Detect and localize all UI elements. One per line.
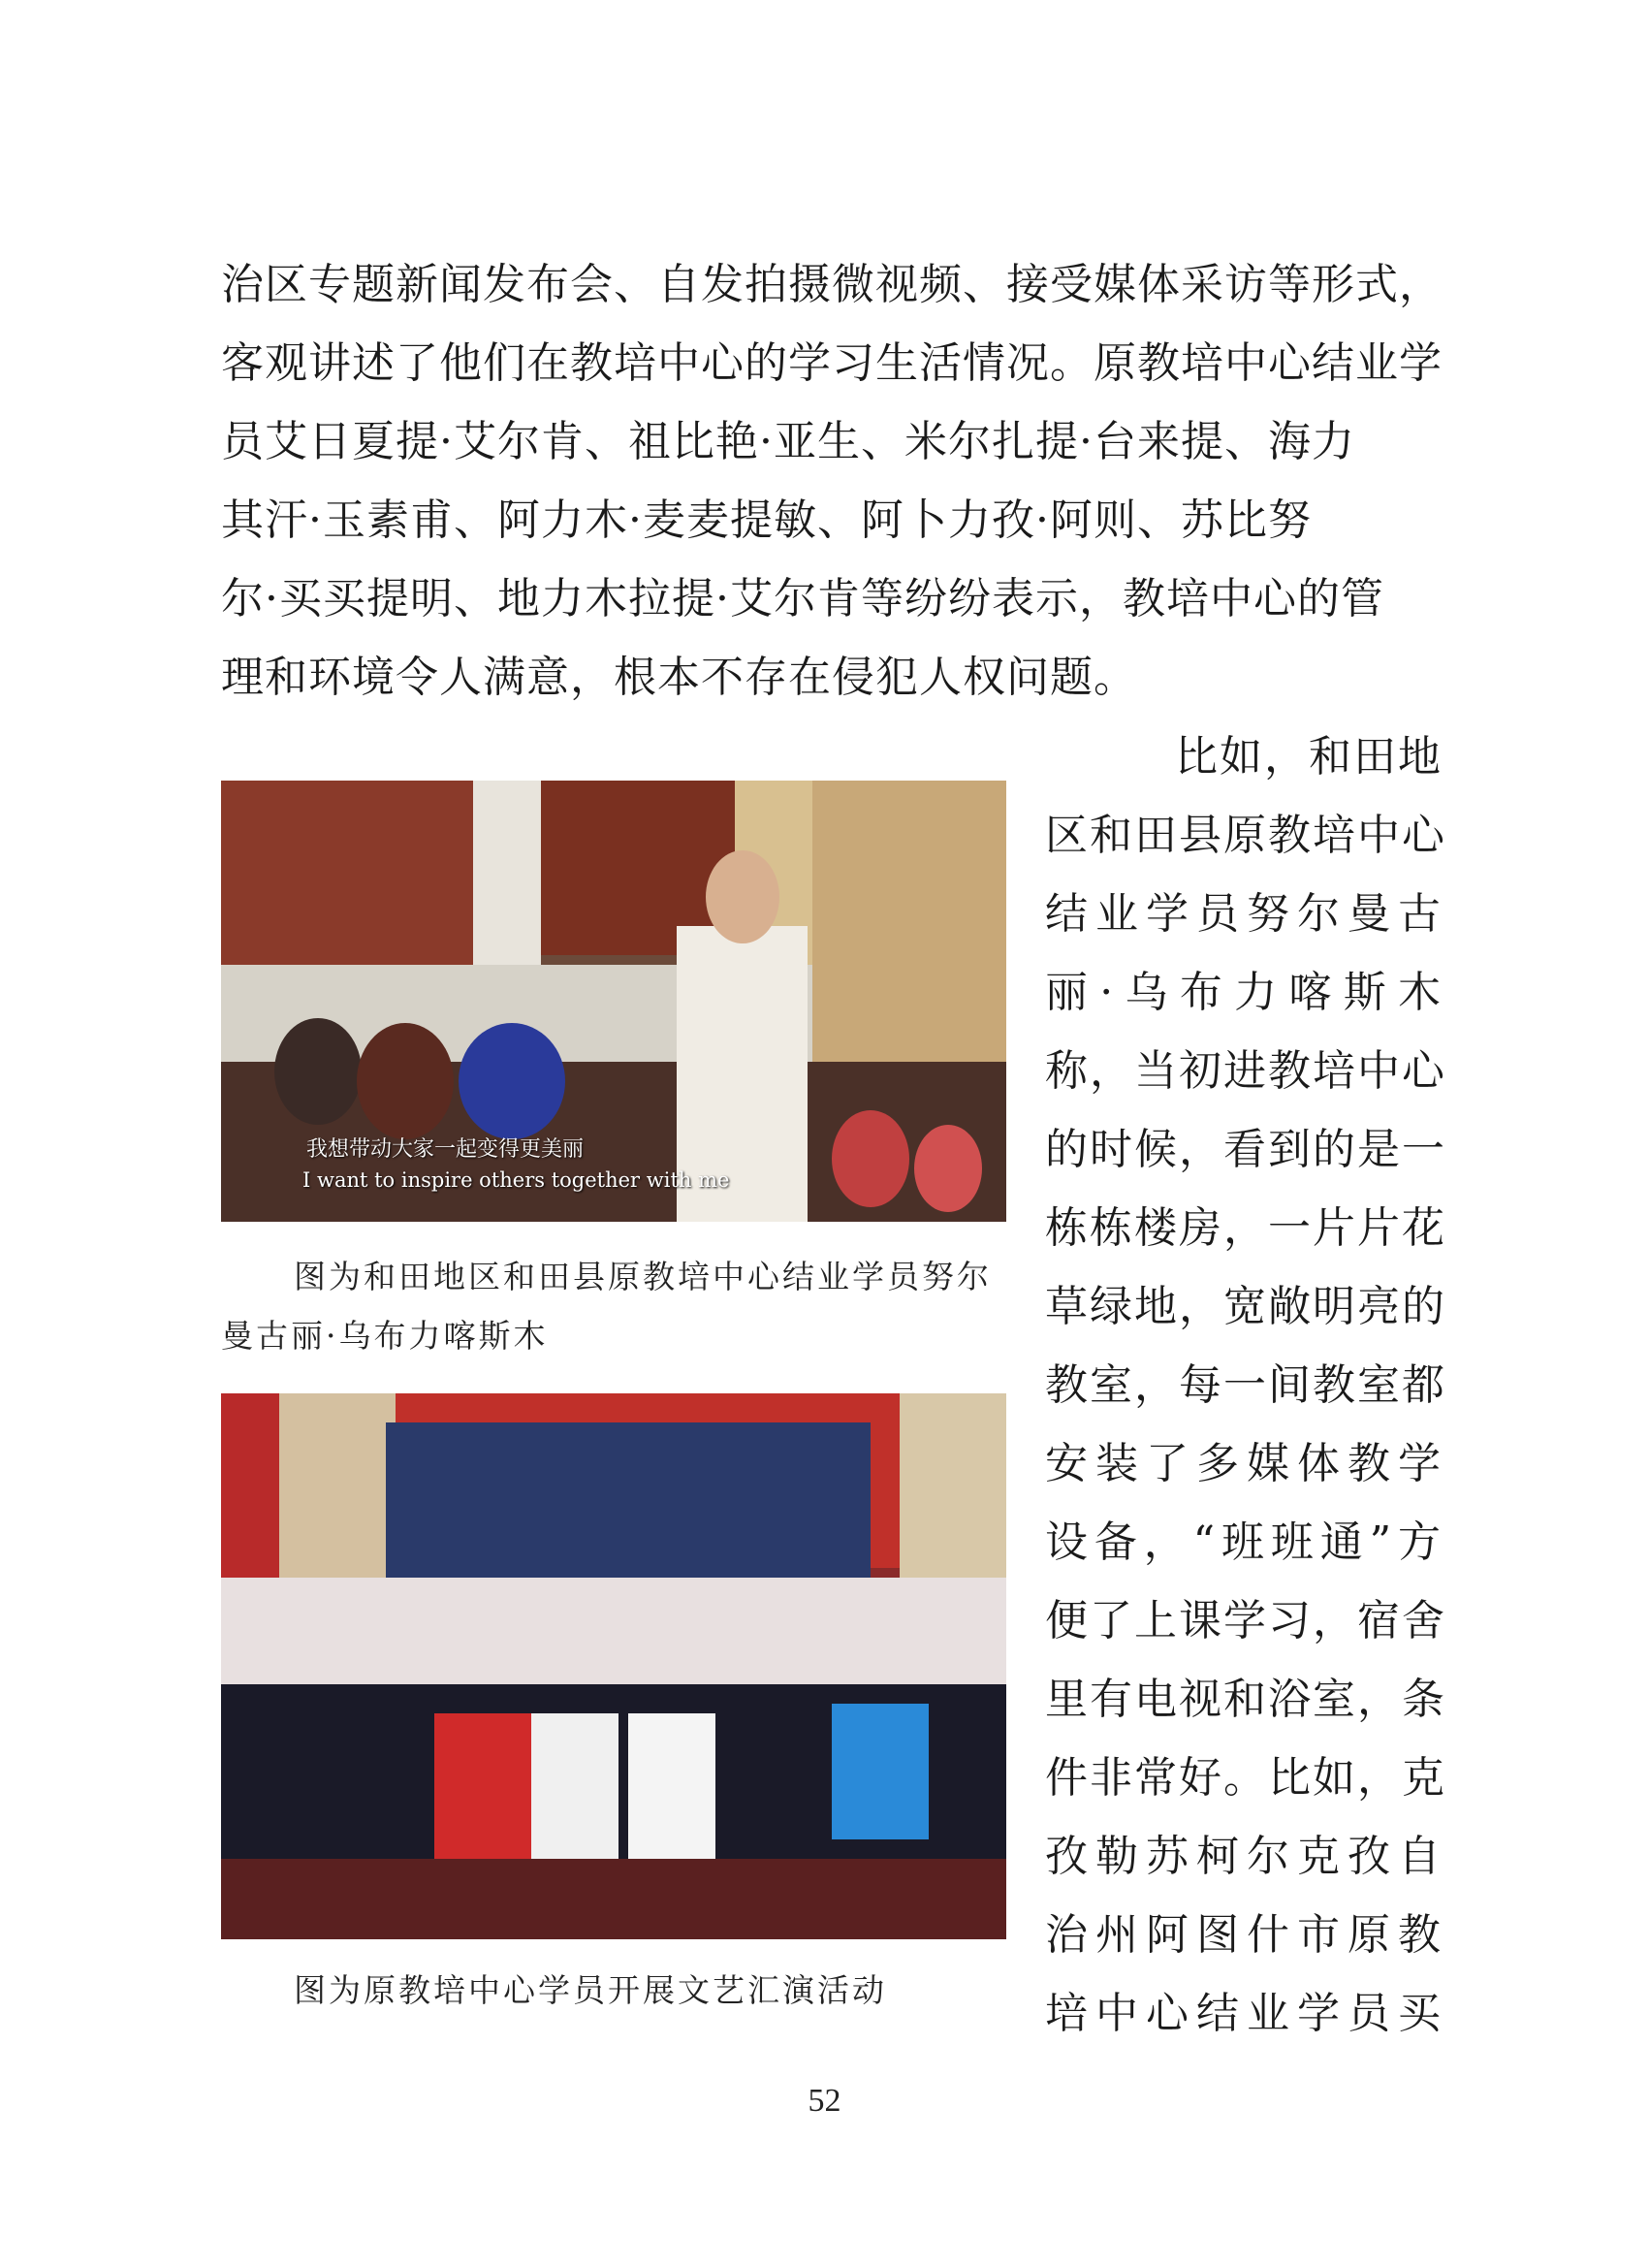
right-column-text [1045,718,1446,2053]
column-line: 比如，和田地 [1175,732,1443,782]
column-line: 治州阿图什市原教 [1045,1910,1443,1960]
paragraph-line: 客观讲述了他们在教培中心的学习生活情况。原教培中心结业学 [221,338,1443,388]
column-line: 称，当初进教培中心 [1045,1046,1446,1096]
paragraph-line: 治区专题新闻发布会、自发拍摄微视频、接受媒体采访等形式， [221,260,1443,309]
column-line: 结业学员努尔曼古 [1045,889,1443,939]
column-line: 便了上课学习，宿舍 [1045,1596,1446,1645]
figure-1-photo [221,781,1006,1222]
column-line: 件非常好。比如，克 [1045,1753,1446,1803]
column-line: 培中心结业学员买 [1045,1989,1443,2038]
paragraph-line: 员艾日夏提·艾尔肯、祖比艳·亚生、米尔扎提·台来提、海力 [221,417,1355,466]
paragraph-line: 尔·买买提明、地力木拉提·艾尔肯等纷纷表示，教培中心的管 [221,574,1384,623]
figure-1-caption: 图为和田地区和田县原教培中心结业学员努尔曼古丽·乌布力喀斯木 [221,1258,992,1355]
page-number: 52 [808,2083,841,2119]
figure-2-photo [221,1393,1006,1939]
video-subtitle-chinese: 我想带动大家一起变得更美丽 [306,1137,585,1162]
paragraph-line: 理和环境令人满意，根本不存在侵犯人权问题。 [221,653,1137,702]
column-line: 栋栋楼房，一片片花 [1045,1203,1446,1253]
paragraph-line: 其汗·玉素甫、阿力木·麦麦提敏、阿卜力孜·阿则、苏比努 [221,495,1312,545]
column-line: 丽·乌布力喀斯木 [1045,968,1443,1017]
column-line: 设备，“班班通”方 [1045,1517,1443,1567]
photo-2-illustration [221,1393,1006,1939]
top-paragraph [221,245,1443,717]
video-subtitle-english: I want to inspire others together with me [302,1168,730,1192]
column-line: 孜勒苏柯尔克孜自 [1045,1832,1443,1881]
column-line: 的时候，看到的是一 [1045,1125,1446,1174]
column-line: 教室，每一间教室都 [1045,1360,1446,1410]
column-line: 安装了多媒体教学 [1045,1439,1443,1488]
column-line: 区和田县原教培中心 [1045,811,1446,860]
figure-2-caption: 图为原教培中心学员开展文艺汇演活动 [294,1971,887,2009]
column-line: 里有电视和浴室，条 [1045,1675,1446,1724]
column-line: 草绿地，宽敞明亮的 [1045,1282,1446,1331]
